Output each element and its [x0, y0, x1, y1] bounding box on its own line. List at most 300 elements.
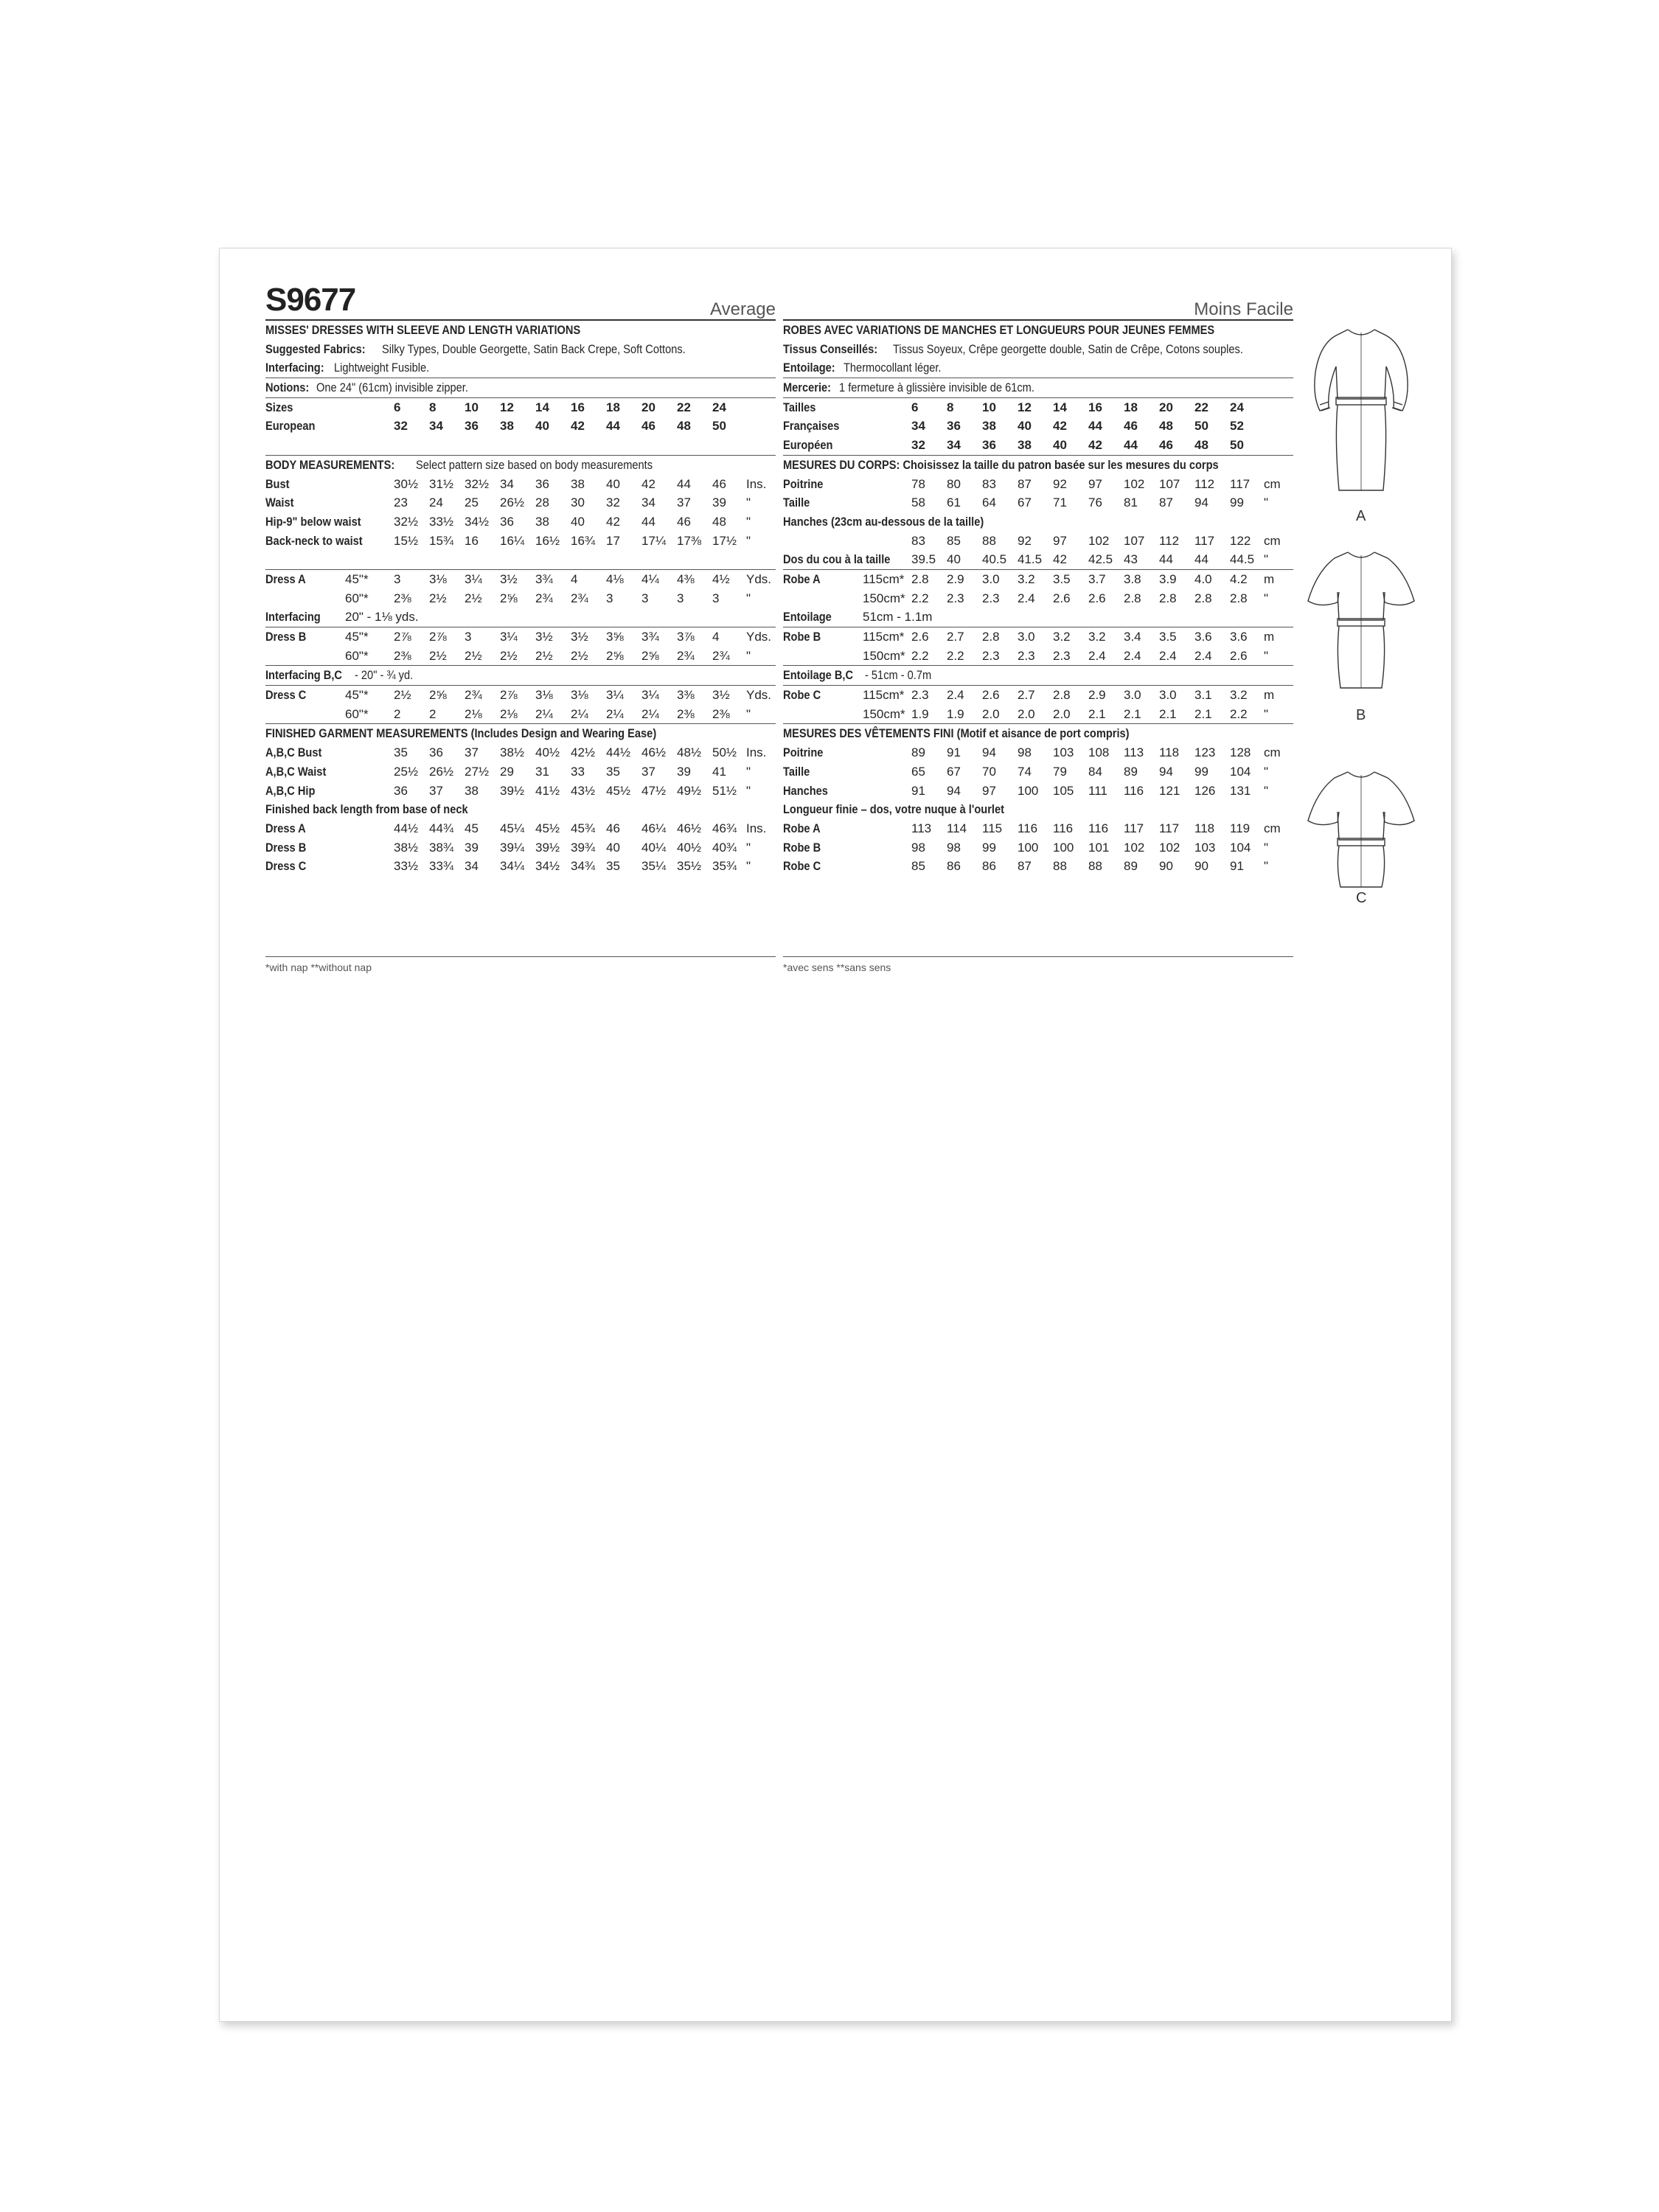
size-value: 46 [677, 514, 691, 529]
size-value: 51½ [712, 783, 737, 798]
size-value: 97 [1053, 533, 1067, 548]
size-value: 46 [606, 821, 620, 835]
size-value: 2¼ [535, 706, 553, 721]
dress-b-yardage-row [265, 627, 776, 647]
size-value: 22 [1194, 400, 1208, 414]
fabric-width: 51cm - 1.1m [863, 610, 933, 625]
size-value: 3¼ [606, 688, 624, 703]
unit: Yds. [746, 571, 772, 586]
entoilage-a-row [783, 608, 1293, 627]
size-value: 2.9 [947, 571, 964, 586]
size-value: 6 [394, 400, 401, 414]
size-value: 24 [1230, 400, 1244, 414]
size-value: 89 [1124, 859, 1138, 874]
size-value: 3.2 [1230, 688, 1248, 703]
fabric-width: 150cm* [863, 648, 905, 663]
size-value: 123 [1194, 745, 1216, 760]
size-value: 36 [394, 783, 408, 798]
unit: cm [1264, 745, 1281, 760]
row-text: Suggested Fabrics:Silky Types, Double Georgette, Satin Back Crepe, Soft Cottons. [265, 341, 686, 356]
fabric-width: 45"* [345, 571, 369, 586]
unit: " [746, 840, 751, 855]
fabric-width: 45"* [345, 630, 369, 644]
size-value: 16¼ [500, 533, 525, 548]
size-value: 41½ [535, 783, 560, 798]
fabric-width: 150cm* [863, 591, 905, 605]
unit: " [746, 783, 751, 798]
size-value: 45½ [606, 783, 631, 798]
size-value: 40 [571, 514, 585, 529]
dress-a-yardage-row [265, 589, 776, 608]
size-value: 42 [606, 514, 620, 529]
view-a-illustration [1287, 315, 1435, 524]
size-value: 2⅞ [429, 630, 447, 644]
size-value: 117 [1159, 821, 1180, 835]
size-value: 2½ [429, 591, 447, 605]
row-label: Dos du cou à la taille [783, 552, 891, 567]
finished-row-fr [783, 782, 1293, 801]
size-value: 112 [1194, 476, 1215, 491]
size-value: 16½ [535, 533, 560, 548]
size-value: 104 [1230, 764, 1251, 779]
size-value: 71 [1053, 495, 1067, 510]
row-label: Robe B [783, 840, 821, 855]
dress-b-yardage-row [265, 647, 776, 666]
size-value: 45¼ [500, 821, 525, 835]
dress-a-yardage-row [265, 569, 776, 589]
size-value: 2.4 [947, 688, 964, 703]
size-value: 46 [712, 476, 726, 491]
size-value: 2⅜ [394, 648, 411, 663]
size-value: 40 [606, 476, 620, 491]
size-value: 2.2 [911, 591, 929, 605]
unit: " [746, 859, 751, 874]
size-value: 27½ [465, 764, 490, 779]
size-value: 105 [1053, 783, 1074, 798]
row-label: A,B,C Waist [265, 764, 327, 779]
pattern-title-fr [783, 319, 1293, 340]
size-value: 102 [1159, 840, 1180, 855]
size-value: 2.6 [1230, 648, 1248, 663]
body-row [265, 532, 776, 551]
size-value: 2.2 [947, 648, 964, 663]
size-value: 39 [465, 840, 479, 855]
size-value: 14 [535, 400, 549, 414]
size-value: 35¼ [641, 859, 667, 874]
row-label: Dress A [265, 571, 306, 586]
row-label: Back-neck to waist [265, 533, 363, 548]
back-length-row [265, 857, 776, 876]
size-value: 117 [1194, 533, 1215, 548]
size-value: 44.5 [1230, 552, 1255, 567]
fabric-width: 45"* [345, 688, 369, 703]
row-label: Poitrine [783, 745, 824, 760]
row-label: Interfacing [265, 610, 321, 625]
unit: Yds. [746, 630, 772, 644]
row-label: Waist [265, 495, 294, 510]
dos-row [783, 550, 1293, 569]
row-label: Bust [265, 476, 290, 491]
french-chart [783, 319, 1293, 876]
size-value: 2⅞ [394, 630, 411, 644]
back-length-row [265, 838, 776, 858]
fabric-width: 60"* [345, 591, 369, 605]
size-value: 103 [1194, 840, 1216, 855]
size-value: 33¾ [429, 859, 454, 874]
size-value: 39½ [535, 840, 560, 855]
size-value: 40.5 [982, 552, 1007, 567]
size-value: 50 [1194, 419, 1208, 434]
robe-c-yardage-row [783, 705, 1293, 724]
size-value: 2¾ [465, 688, 482, 703]
size-value: 2½ [465, 591, 482, 605]
size-value: 2½ [500, 648, 518, 663]
size-value: 102 [1088, 533, 1110, 548]
sizes-row [265, 397, 776, 417]
size-value: 48 [712, 514, 726, 529]
size-value: 16 [571, 400, 585, 414]
row-label: Robe C [783, 859, 821, 874]
size-value: 39¾ [571, 840, 596, 855]
size-value: 44 [1194, 552, 1208, 567]
size-value: 111 [1088, 783, 1107, 798]
size-value: 16 [1088, 400, 1102, 414]
size-value: 2.1 [1088, 706, 1106, 721]
size-value: 40 [1018, 419, 1032, 434]
size-value: 2½ [429, 648, 447, 663]
size-value: 89 [1124, 764, 1138, 779]
row-label: Taille [783, 764, 810, 779]
row-label: Finished back length from base of neck [265, 802, 468, 817]
unit: " [1264, 495, 1269, 510]
size-value: 61 [947, 495, 961, 510]
size-value: 3.5 [1159, 630, 1177, 644]
size-value: 3¼ [641, 688, 659, 703]
size-value: 126 [1194, 783, 1216, 798]
size-value: 44 [1124, 438, 1138, 453]
unit: " [746, 648, 751, 663]
back-length-title-fr [783, 800, 1293, 819]
size-value: 2.3 [911, 688, 929, 703]
size-value: 41 [712, 764, 726, 779]
size-value: 3.0 [1018, 630, 1035, 644]
size-value: 102 [1124, 476, 1145, 491]
robe-a-yardage-row [783, 589, 1293, 608]
view-letter-a: A [1356, 508, 1366, 524]
size-value: 36 [535, 476, 549, 491]
pattern-number: S9677 [265, 282, 356, 318]
size-value: 104 [1230, 840, 1251, 855]
size-value: 33½ [394, 859, 419, 874]
unit: " [1264, 840, 1269, 855]
size-value: 39 [677, 764, 691, 779]
francaises-row [783, 417, 1293, 436]
back-length-row-fr [783, 857, 1293, 876]
size-value: 4⅛ [606, 571, 624, 586]
row-label: A,B,C Hip [265, 783, 316, 798]
size-value: 107 [1124, 533, 1145, 548]
size-value: 67 [947, 764, 961, 779]
size-value: 3.4 [1124, 630, 1141, 644]
size-value: 2⅜ [394, 591, 411, 605]
unit: " [1264, 706, 1269, 721]
size-value: 40½ [677, 840, 702, 855]
dress-a-drawing [1287, 315, 1435, 507]
size-value: 85 [911, 859, 925, 874]
size-value: 31½ [429, 476, 454, 491]
size-value: 74 [1018, 764, 1032, 779]
interfacing-bc-row [265, 665, 776, 685]
row-label: Longueur finie – dos, votre nuque à l'ourlet [783, 802, 1004, 817]
size-value: 22 [677, 400, 691, 414]
size-value: 99 [1230, 495, 1244, 510]
size-value: 88 [982, 533, 996, 548]
size-value: 3¼ [465, 571, 482, 586]
size-value: 113 [1124, 745, 1144, 760]
size-value: 3.6 [1194, 630, 1212, 644]
size-value: 1.9 [911, 706, 929, 721]
size-value: 44¾ [429, 821, 454, 835]
size-value: 100 [1018, 840, 1039, 855]
size-value: 38½ [394, 840, 419, 855]
size-value: 2.4 [1018, 591, 1035, 605]
size-value: 40 [1053, 438, 1067, 453]
size-value: 20 [1159, 400, 1173, 414]
finished-title-fr [783, 723, 1293, 743]
row-label: Robe B [783, 630, 821, 644]
size-value: 17 [606, 533, 620, 548]
size-value: 42.5 [1088, 552, 1113, 567]
view-letter-b: B [1356, 707, 1366, 723]
size-value: 2½ [571, 648, 588, 663]
size-value: 2⅜ [677, 706, 695, 721]
size-value: 2.2 [1230, 706, 1248, 721]
suggested-fabrics [265, 340, 776, 359]
size-value: 2⅞ [500, 688, 518, 703]
unit: m [1264, 571, 1275, 586]
size-value: 2.1 [1124, 706, 1141, 721]
view-c-illustration [1287, 757, 1435, 905]
size-value: 15½ [394, 533, 419, 548]
row-label: Dress B [265, 630, 307, 644]
size-value: 2.6 [982, 688, 1000, 703]
row-label: MESURES DES VÊTEMENTS FINI (Motif et aisance de port compris) [783, 726, 1130, 741]
dress-c-yardage-row [265, 705, 776, 724]
size-value: 46½ [677, 821, 702, 835]
size-value: 2.4 [1088, 648, 1106, 663]
size-value: 2.6 [911, 630, 929, 644]
size-value: 48½ [677, 745, 702, 760]
size-value: 44 [641, 514, 655, 529]
fabric-width: 115cm* [863, 571, 905, 586]
european-row [265, 417, 776, 436]
size-value: 116 [1088, 821, 1109, 835]
body-row-fr [783, 475, 1293, 494]
size-value: 39 [712, 495, 726, 510]
size-value: 3½ [500, 571, 518, 586]
unit: Ins. [746, 476, 767, 491]
fabric-width: 60"* [345, 706, 369, 721]
size-value: 2.2 [911, 648, 929, 663]
fabric-width: 115cm* [863, 630, 905, 644]
size-value: 91 [947, 745, 961, 760]
row-label: Poitrine [783, 476, 824, 491]
size-value: 2.7 [947, 630, 964, 644]
size-value: 3 [641, 591, 649, 605]
size-value: 64 [982, 495, 996, 510]
size-value: 114 [947, 821, 967, 835]
row-label: Dress A [265, 821, 306, 835]
size-value: 3⅞ [677, 630, 695, 644]
finished-row [265, 762, 776, 782]
size-value: 2.4 [1194, 648, 1212, 663]
size-value: 45 [465, 821, 479, 835]
size-value: 2.8 [1194, 591, 1212, 605]
size-value: 3 [465, 630, 472, 644]
finished-title [265, 723, 776, 743]
size-value: 87 [1159, 495, 1173, 510]
row-label: MESURES DU CORPS: Choisissez la taille du patron basée sur les mesures du corps [783, 457, 1219, 472]
size-value: 83 [911, 533, 925, 548]
body-row [265, 493, 776, 512]
unit: " [1264, 783, 1269, 798]
size-value: 44 [1088, 419, 1102, 434]
size-value: 1.9 [947, 706, 964, 721]
finished-row-fr [783, 762, 1293, 782]
size-value: 40 [535, 419, 549, 434]
entoilage-bc-row [783, 665, 1293, 685]
size-value: 42 [1053, 552, 1067, 567]
row-text: Entoilage B,C- 51cm - 0.7m [783, 668, 931, 683]
size-value: 35 [606, 764, 620, 779]
size-value: 42 [571, 419, 585, 434]
size-value: 44 [677, 476, 691, 491]
size-value: 33 [571, 764, 585, 779]
size-value: 2⅛ [465, 706, 482, 721]
size-value: 40 [947, 552, 961, 567]
size-value: 10 [982, 400, 996, 414]
size-value: 2.8 [1159, 591, 1177, 605]
size-value: 34½ [535, 859, 560, 874]
body-row [265, 475, 776, 494]
dress-b-drawing [1287, 538, 1435, 707]
size-value: 18 [1124, 400, 1138, 414]
size-value: 2⅜ [712, 706, 730, 721]
size-value: 24 [429, 495, 443, 510]
size-value: 88 [1053, 859, 1067, 874]
size-value: 8 [947, 400, 954, 414]
size-value: 3⅛ [535, 688, 553, 703]
size-value: 117 [1124, 821, 1144, 835]
unit: " [746, 495, 751, 510]
size-value: 86 [982, 859, 996, 874]
size-value: 99 [982, 840, 996, 855]
size-value: 14 [1053, 400, 1067, 414]
unit: " [746, 514, 751, 529]
size-value: 3.2 [1053, 630, 1071, 644]
size-value: 37 [641, 764, 655, 779]
size-value: 98 [947, 840, 961, 855]
size-value: 18 [606, 400, 620, 414]
back-length-row [265, 819, 776, 838]
size-value: 28 [535, 495, 549, 510]
size-value: 2.8 [1230, 591, 1248, 605]
size-value: 85 [947, 533, 961, 548]
size-value: 2⅝ [606, 648, 624, 663]
size-value: 3.1 [1194, 688, 1212, 703]
size-value: 4.0 [1194, 571, 1212, 586]
size-value: 3⅝ [606, 630, 624, 644]
row-label: Sizes [265, 400, 293, 414]
size-value: 122 [1230, 533, 1251, 548]
unit: " [1264, 648, 1269, 663]
size-value: 115 [982, 821, 1003, 835]
size-value: 91 [911, 783, 925, 798]
size-value: 34¾ [571, 859, 596, 874]
size-value: 4.2 [1230, 571, 1248, 586]
size-value: 2¼ [641, 706, 659, 721]
row-label: Tailles [783, 400, 816, 414]
body-row-fr [783, 493, 1293, 512]
unit: cm [1264, 821, 1281, 835]
row-label: MISSES' DRESSES WITH SLEEVE AND LENGTH VARIATIONS [265, 323, 581, 337]
row-label: Hanches (23cm au-dessous de la taille) [783, 514, 984, 529]
size-value: 26½ [500, 495, 525, 510]
size-value: 67 [1018, 495, 1032, 510]
size-value: 100 [1053, 840, 1074, 855]
spacer [265, 436, 776, 455]
size-value: 2.0 [982, 706, 1000, 721]
footnote-fr: *avec sens **sans sens [783, 956, 1293, 973]
size-value: 15¾ [429, 533, 454, 548]
body-row [265, 512, 776, 532]
size-value: 4¼ [641, 571, 659, 586]
size-value: 43 [1124, 552, 1138, 567]
row-label: ROBES AVEC VARIATIONS DE MANCHES ET LONGUEURS POUR JEUNES FEMMES [783, 323, 1215, 337]
size-value: 3¾ [535, 571, 553, 586]
back-length-row-fr [783, 819, 1293, 838]
size-value: 81 [1124, 495, 1138, 510]
size-value: 10 [465, 400, 479, 414]
size-value: 2.3 [982, 648, 1000, 663]
unit: cm [1264, 476, 1281, 491]
difficulty-level-fr: Moins Facile [1194, 299, 1293, 319]
size-value: 2 [429, 706, 437, 721]
size-value: 36 [500, 514, 514, 529]
row-label: European [265, 419, 316, 434]
view-b-illustration [1287, 538, 1435, 723]
size-value: 118 [1194, 821, 1215, 835]
size-value: 34 [500, 476, 514, 491]
unit: Ins. [746, 745, 767, 760]
row-text: Entoilage:Thermocollant léger. [783, 361, 942, 375]
size-value: 2.4 [1124, 648, 1141, 663]
size-value: 2.8 [911, 571, 929, 586]
size-value: 101 [1088, 840, 1110, 855]
size-value: 32 [394, 419, 408, 434]
spacer [265, 550, 776, 569]
size-value: 2.1 [1159, 706, 1177, 721]
size-value: 90 [1194, 859, 1208, 874]
size-value: 92 [1053, 476, 1067, 491]
size-value: 2.6 [1088, 591, 1106, 605]
size-value: 90 [1159, 859, 1173, 874]
size-value: 35¾ [712, 859, 737, 874]
size-value: 2.7 [1018, 688, 1035, 703]
robe-b-yardage-row [783, 627, 1293, 647]
size-value: 3.0 [982, 571, 1000, 586]
unit: m [1264, 630, 1275, 644]
